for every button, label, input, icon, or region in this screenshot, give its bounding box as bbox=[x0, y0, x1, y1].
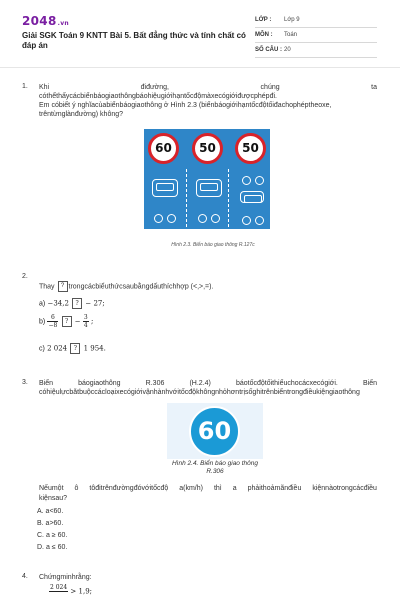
q3-word: thì bbox=[213, 485, 222, 492]
math-term: > 1,9; bbox=[70, 587, 93, 596]
q3-word: R.306 bbox=[145, 380, 165, 387]
option-a[interactable]: A. a<60. bbox=[37, 508, 64, 515]
q3-word: ô bbox=[74, 485, 79, 492]
q3-word: a bbox=[232, 485, 237, 492]
figure-speed-limit-signs bbox=[144, 129, 270, 229]
part-label: b) bbox=[39, 318, 46, 326]
q3-line1 bbox=[39, 379, 377, 388]
math-term: 2 024 bbox=[47, 344, 68, 353]
q2-part-a bbox=[39, 298, 105, 309]
option-b[interactable]: B. a>60. bbox=[37, 520, 64, 527]
q4-expression bbox=[49, 584, 92, 599]
minimum-speed-sign: 60 bbox=[189, 406, 240, 457]
fraction bbox=[49, 584, 68, 599]
caption-line: Hình 2.4. Biển báo giao thông bbox=[171, 460, 258, 467]
logo-suffix: .vn bbox=[57, 20, 69, 27]
fraction bbox=[83, 314, 89, 329]
blank-box: ? bbox=[70, 343, 80, 354]
caption-line: R.306 bbox=[206, 468, 224, 475]
option-c[interactable]: C. a ≥ 60. bbox=[37, 532, 68, 539]
q2-intro bbox=[39, 281, 213, 292]
q3-word: kiệnnàotrongcácđiều bbox=[312, 485, 377, 492]
q1-line2: cóthểthấycácbiểnbáogiaothôngbáohiệugiớihạntốcđộmàxecógiớiđượcphépđi. bbox=[39, 93, 277, 100]
q4-number: 4. bbox=[22, 573, 28, 580]
site-logo[interactable] bbox=[22, 14, 69, 28]
q3-word: tôđitrênđườngđóvớitốcđộ bbox=[89, 485, 169, 492]
math-term: ; bbox=[90, 317, 94, 326]
motorbike-icon bbox=[154, 211, 176, 223]
meta-count-value: 20 bbox=[284, 47, 291, 53]
q3-word: báogiaothông bbox=[78, 380, 121, 387]
q1-word: chúng bbox=[260, 84, 280, 91]
q1-number: 1. bbox=[22, 83, 28, 90]
meta-subject-value: Toán bbox=[284, 32, 298, 38]
figure-caption: Hình 2.3. Biển báo giao thông R.127c bbox=[171, 242, 255, 248]
motorbike-icon bbox=[198, 211, 220, 223]
q1-word: ta bbox=[371, 84, 377, 91]
meta-question-count bbox=[255, 44, 377, 58]
math-term: 1 954. bbox=[83, 344, 106, 353]
q2-part-c bbox=[39, 343, 106, 354]
q3-word: phảithoảmãnđiều bbox=[247, 485, 302, 492]
meta-grade bbox=[255, 14, 377, 28]
q3-line2: cóhiệulựcbắtbuộccácloạixecógiớivậnhànhvớitốcđộkhôngnhỏhơntrịsốghitrênbiểntrongđiềukiệngiaothông bbox=[39, 389, 360, 396]
q3-word: a(km/h) bbox=[179, 485, 203, 492]
logo-text: 2048 bbox=[22, 14, 57, 28]
q1-line3: Em cóbiết ý nghĩacủabiểnbáogiaothông ở Hình 2.3 (biểnbáogiớihạntốcđộtốiđachophépthеoxe, bbox=[39, 102, 332, 109]
fraction bbox=[47, 314, 58, 329]
car-icon bbox=[152, 179, 178, 197]
blank-box: ? bbox=[72, 298, 82, 309]
car-icon bbox=[196, 179, 222, 197]
denominator: 4 bbox=[83, 322, 88, 329]
car-icon bbox=[240, 191, 264, 203]
blank-box: ? bbox=[62, 316, 72, 327]
document-header bbox=[0, 0, 400, 66]
speed-limit-sign: 60 bbox=[148, 133, 179, 164]
q1-word: điđường, bbox=[140, 84, 170, 91]
speed-limit-sign: 50 bbox=[192, 133, 223, 164]
lane-divider bbox=[228, 169, 230, 227]
bicycle-icon bbox=[242, 213, 264, 225]
q3-word: Biển bbox=[39, 380, 54, 387]
denominator bbox=[49, 592, 68, 599]
q3-word: báotốcđộtốithiểuchocácxecógiới. bbox=[235, 380, 338, 387]
speed-limit-sign: 50 bbox=[235, 133, 266, 164]
q1-line1 bbox=[39, 83, 377, 92]
part-label: c) bbox=[39, 345, 45, 353]
numerator: 3 bbox=[83, 314, 88, 321]
meta-count-label: SỐ CÂU : bbox=[255, 47, 282, 53]
figure-minimum-speed-sign bbox=[167, 403, 263, 459]
q4-text: Chứngminhrằng: bbox=[39, 574, 92, 581]
meta-subject bbox=[255, 29, 377, 43]
q2-intro-text: Thay bbox=[39, 283, 55, 291]
meta-grade-label: LỚP : bbox=[255, 17, 272, 23]
numerator: 2 024 bbox=[50, 584, 68, 591]
denominator: −8 bbox=[48, 322, 58, 329]
q3-word: Nếumột bbox=[39, 485, 64, 492]
figure-caption bbox=[150, 460, 280, 476]
blank-box: ? bbox=[58, 281, 68, 292]
q3-number: 3. bbox=[22, 379, 28, 386]
q2-part-b bbox=[39, 314, 93, 329]
q2-intro-text: trongcácbiểuthứcsaubằngdấuthíchhợp (<,>,=). bbox=[68, 283, 214, 291]
math-sign: − bbox=[74, 317, 81, 326]
meta-grade-value: Lớp 9 bbox=[284, 17, 300, 23]
lane-divider bbox=[186, 169, 188, 227]
option-d[interactable]: D. a ≤ 60. bbox=[37, 544, 68, 551]
numerator: 6 bbox=[47, 314, 58, 322]
part-label: a) bbox=[39, 300, 46, 308]
q2-number: 2. bbox=[22, 273, 28, 280]
math-term: −34,2 bbox=[47, 299, 69, 308]
q3-word: (H.2.4) bbox=[189, 380, 211, 387]
q3-question-line1 bbox=[39, 484, 377, 493]
math-term: − 27; bbox=[85, 299, 105, 308]
header-divider bbox=[0, 67, 400, 68]
motorbike-icon bbox=[242, 173, 264, 185]
q1-line4: trêntừnglànđường) không? bbox=[39, 111, 124, 118]
q3-word: Biển bbox=[362, 380, 377, 387]
q1-word: Khi bbox=[39, 84, 50, 91]
meta-subject-label: MÔN : bbox=[255, 32, 273, 38]
q3-question-line2: kiệnsau? bbox=[39, 495, 68, 502]
document-title: Giải SGK Toán 9 KNTT Bài 5. Bất đẳng thức và tính chất có đáp án bbox=[22, 31, 246, 50]
